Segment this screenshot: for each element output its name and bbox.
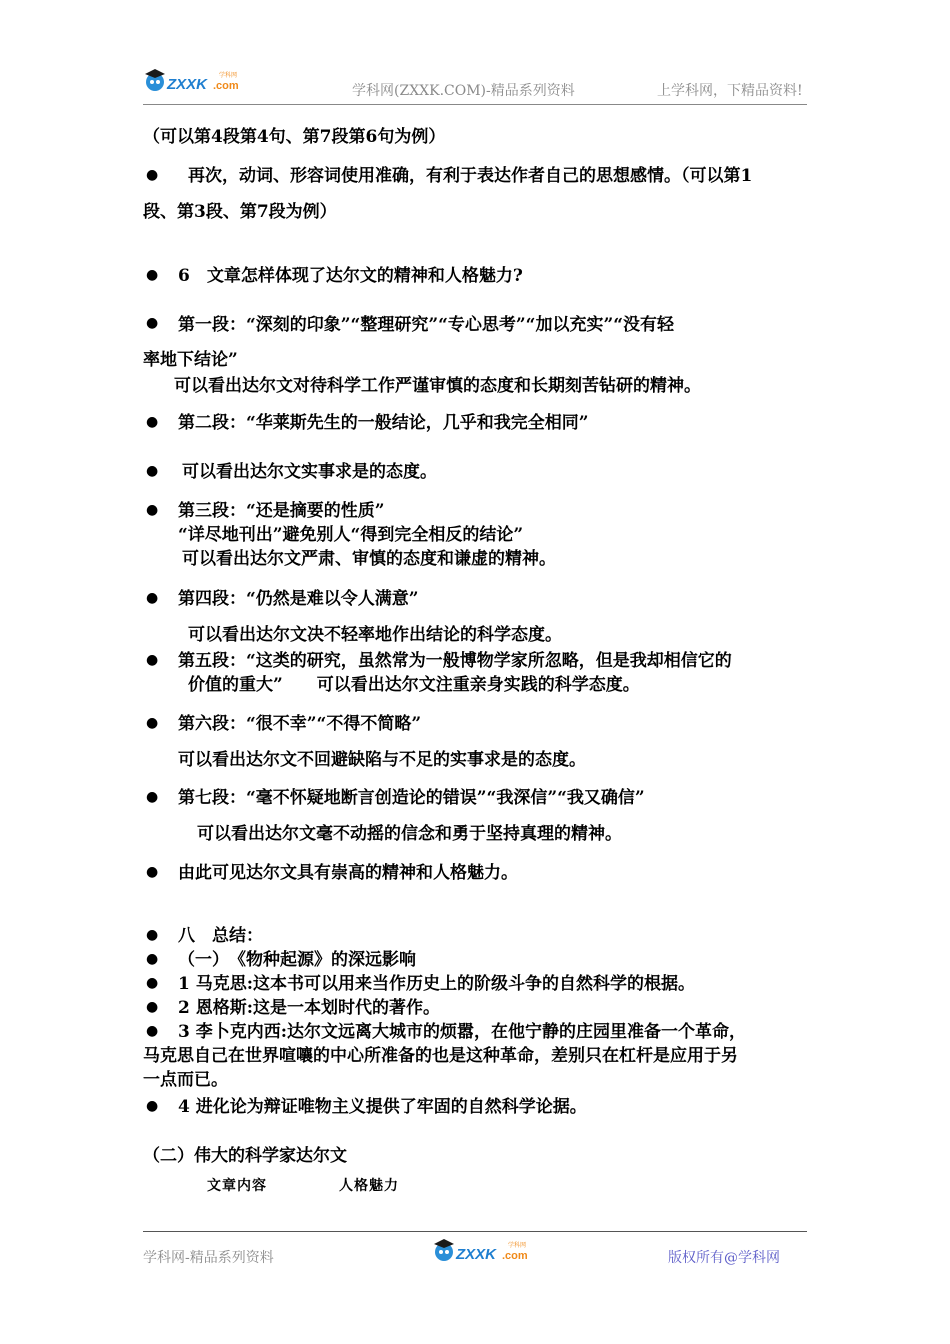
table-header-content: 文章内容 — [207, 1178, 267, 1194]
body-line: 2 恩格斯:这是一本划时代的著作。 — [178, 998, 441, 1018]
body-line: 4 进化论为辩证唯物主义提供了牢固的自然科学论据。 — [178, 1097, 587, 1117]
body-line: 1 马克思:这本书可以用来当作历史上的阶级斗争的自然科学的根据。 — [178, 974, 696, 994]
body-line: 第四段：“仍然是难以令人满意” — [178, 589, 419, 609]
bullet-icon: ● — [146, 951, 159, 967]
body-line: 可以看出达尔文对待科学工作严谨审慎的态度和长期刻苦钻研的精神。 — [174, 376, 701, 396]
bullet-icon: ● — [146, 715, 159, 731]
svg-text:学科网: 学科网 — [219, 73, 238, 79]
body-line: 可以看出达尔文实事求是的态度。 — [182, 462, 437, 482]
zxxk-logo — [432, 1236, 534, 1266]
body-line: 3 李卜克内西:达尔文远离大城市的烦嚣，在他宁静的庄园里准备一个革命， — [178, 1022, 747, 1042]
bullet-icon: ● — [146, 502, 159, 518]
body-line: 可以看出达尔文不回避缺陷与不足的实事求是的态度。 — [178, 750, 586, 770]
table-header-charisma: 人格魅力 — [339, 1178, 399, 1194]
bullet-icon: ● — [146, 463, 159, 479]
footer-left-text: 学科网-精品系列资料 — [143, 1250, 274, 1266]
bullet-icon: ● — [146, 652, 159, 668]
body-line: 可以看出达尔文严肃、审慎的态度和谦虚的精神。 — [182, 549, 556, 569]
body-line: 马克思自己在世界喧嚷的中心所准备的也是这种革命，差别只在杠杆是应用于另 — [143, 1046, 738, 1066]
body-line: 由此可见达尔文具有崇高的精神和人格魅力。 — [178, 863, 518, 883]
body-line: （可以第4段第4句、第7段第6句为例） — [143, 127, 446, 147]
svg-text:ZXXK: ZXXK — [167, 76, 208, 93]
header-rule — [143, 104, 807, 105]
bullet-icon: ● — [146, 1023, 159, 1039]
body-line: 可以看出达尔文决不轻率地作出结论的科学态度。 — [188, 625, 562, 645]
body-line: 第五段：“这类的研究，虽然常为一般博物学家所忽略，但是我却相信它的 — [178, 651, 732, 671]
bullet-icon: ● — [146, 864, 159, 880]
question-heading: 6 文章怎样体现了达尔文的精神和人格魅力? — [178, 266, 523, 286]
body-line: 一点而已。 — [143, 1070, 228, 1090]
section-heading: 八 总结： — [178, 926, 263, 946]
body-line: 第一段：“深刻的印象”“整理研究”“专心思考”“加以充实”“没有轻 — [178, 315, 675, 335]
body-line: 再次，动词、形容词使用准确，有利于表达作者自己的思想感情。（可以第1 — [188, 166, 753, 186]
svg-text:.com: .com — [502, 1250, 528, 1262]
body-line: 第七段：“毫不怀疑地断言创造论的错误”“我深信”“我又确信” — [178, 788, 645, 808]
header-title: 学科网(ZXXK.COM)-精品系列资料 — [352, 83, 575, 99]
body-line: 第二段：“华莱斯先生的一般结论，几乎和我完全相同” — [178, 413, 589, 433]
footer-copyright: 版权所有@学科网 — [668, 1250, 780, 1266]
body-line: “详尽地刊出”避免别人“得到完全相反的结论” — [178, 525, 524, 545]
body-line: 第六段：“很不幸”“不得不简略” — [178, 714, 422, 734]
header-slogan: 上学科网，下精品资料! — [657, 83, 803, 99]
body-line: 段、第3段、第7段为例） — [143, 202, 337, 222]
svg-text:.com: .com — [213, 80, 239, 92]
bullet-icon: ● — [146, 315, 159, 331]
bullet-icon: ● — [146, 414, 159, 430]
bullet-icon: ● — [146, 999, 159, 1015]
bullet-icon: ● — [146, 167, 159, 183]
body-line: 率地下结论” — [143, 350, 238, 370]
bullet-icon: ● — [146, 975, 159, 991]
bullet-icon: ● — [146, 1098, 159, 1114]
body-line: 可以看出达尔文毫不动摇的信念和勇于坚持真理的精神。 — [197, 824, 622, 844]
bullet-icon: ● — [146, 267, 159, 283]
bullet-icon: ● — [146, 789, 159, 805]
zxxk-logo — [143, 66, 245, 96]
body-line: 第三段：“还是摘要的性质” — [178, 501, 385, 521]
subsection-heading: （二）伟大的科学家达尔文 — [143, 1146, 347, 1166]
svg-text:学科网: 学科网 — [508, 1243, 527, 1249]
subsection-heading: （一） 《物种起源》的深远影响 — [178, 950, 416, 970]
body-line: 价值的重大” 可以看出达尔文注重亲身实践的科学态度。 — [188, 675, 640, 695]
bullet-icon: ● — [146, 590, 159, 606]
footer-rule — [143, 1231, 807, 1232]
svg-text:ZXXK: ZXXK — [456, 1246, 497, 1263]
bullet-icon: ● — [146, 927, 159, 943]
